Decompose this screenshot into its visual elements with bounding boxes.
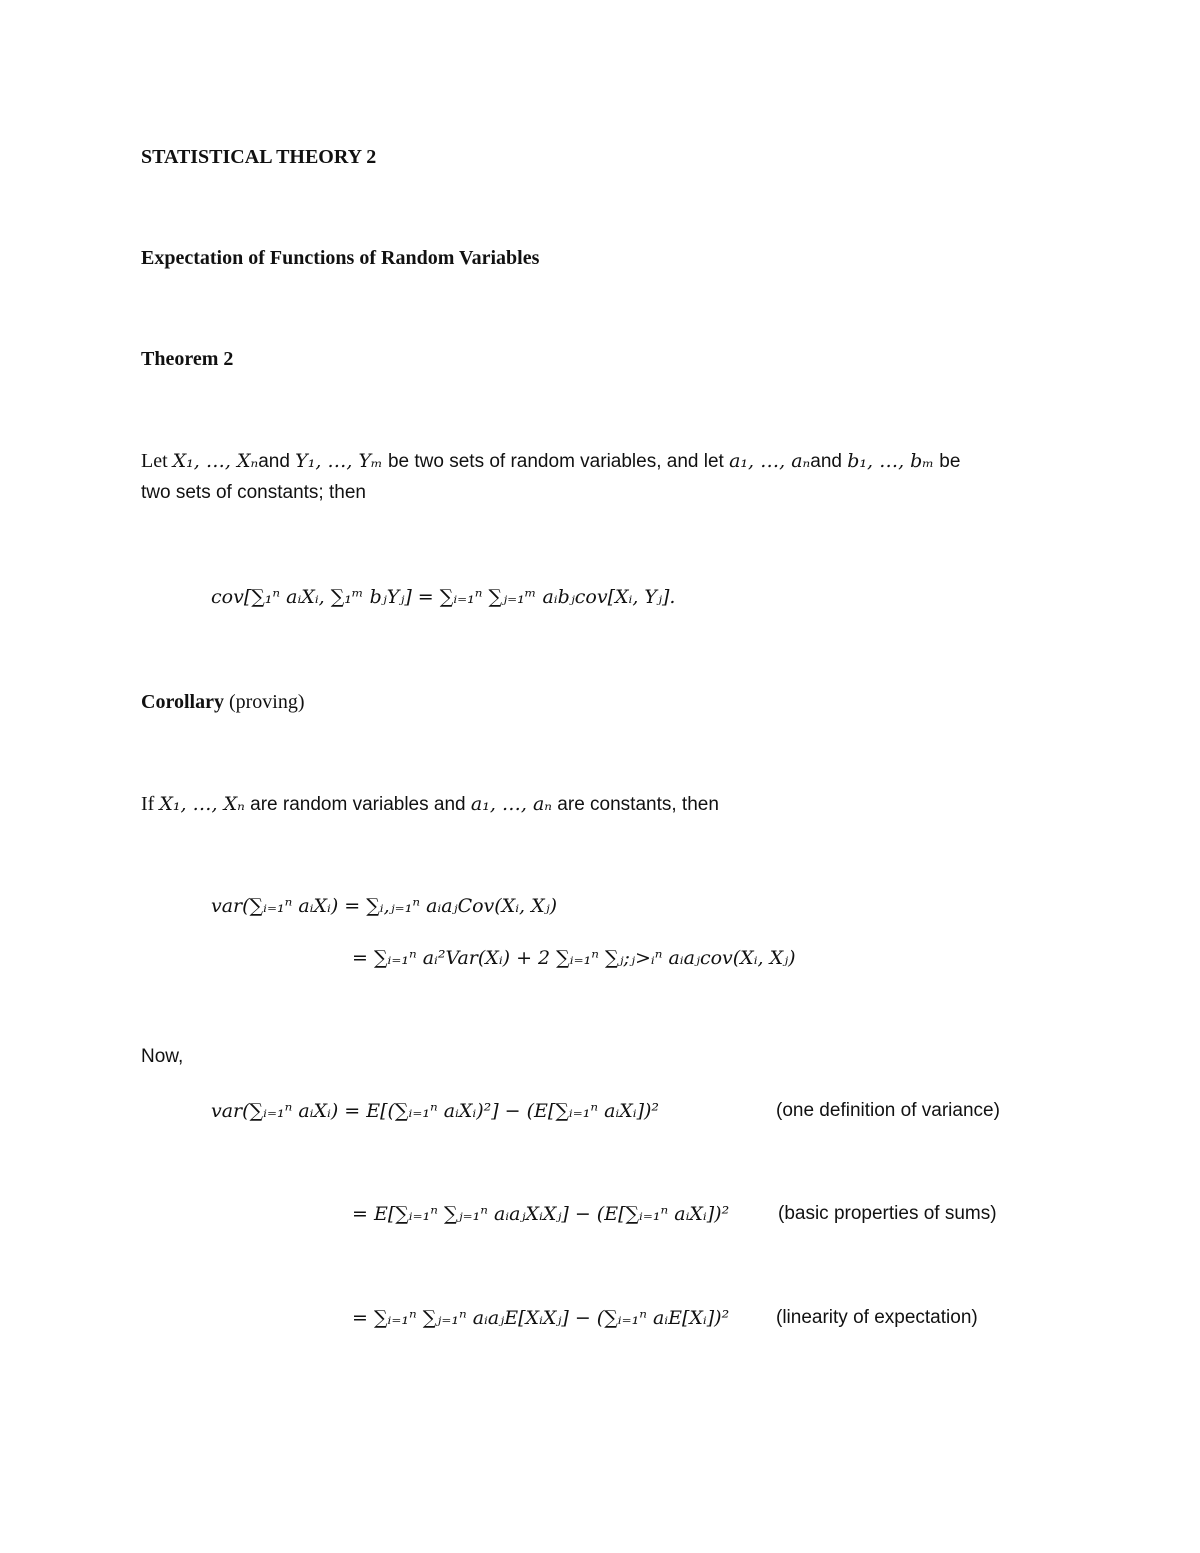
proof-step-2-note: (basic properties of sums)	[778, 1203, 997, 1224]
theorem-statement-line-1	[141, 449, 960, 474]
theorem-math: a₁, …, aₙ	[729, 450, 811, 472]
proof-step-3-note: (linearity of expectation)	[776, 1307, 978, 1328]
document-title: STATISTICAL THEORY 2	[141, 146, 377, 168]
theorem-statement-line-2: two sets of constants; then	[141, 482, 366, 503]
proof-step-2: = E[∑ᵢ₌₁ⁿ ∑ⱼ₌₁ⁿ aᵢaⱼXᵢXⱼ] − (E[∑ᵢ₌₁ⁿ aᵢXᵢ])²	[352, 1203, 730, 1225]
corollary-statement	[141, 792, 719, 817]
theorem-formula: cov[∑₁ⁿ aᵢXᵢ, ∑₁ᵐ bⱼYⱼ] = ∑ᵢ₌₁ⁿ ∑ⱼ₌₁ᵐ aᵢbⱼcov[Xᵢ, Yⱼ].	[211, 586, 676, 608]
corollary-math: X₁, …, Xₙ	[159, 793, 245, 815]
corollary-formula-2: = ∑ᵢ₌₁ⁿ aᵢ²Var(Xᵢ) + 2 ∑ᵢ₌₁ⁿ ∑ⱼ;ⱼ>ᵢⁿ aᵢaⱼcov(Xᵢ, Xⱼ)	[352, 947, 796, 969]
corollary-math: a₁, …, aₙ	[470, 793, 553, 815]
corollary-text: If	[141, 793, 160, 815]
theorem-text: be two sets of random variables, and let	[382, 451, 730, 472]
corollary-note: (proving)	[223, 691, 305, 713]
proof-step-1: var(∑ᵢ₌₁ⁿ aᵢXᵢ) = E[(∑ᵢ₌₁ⁿ aᵢXᵢ)²] − (E[∑ᵢ₌₁ⁿ aᵢXᵢ])²	[211, 1100, 660, 1122]
theorem-text: and	[810, 451, 848, 472]
corollary-heading-line	[141, 690, 305, 714]
proof-intro: Now,	[141, 1046, 184, 1067]
theorem-text: Let	[141, 450, 173, 472]
theorem-math: X₁, …, Xₙ	[172, 450, 259, 472]
theorem-text: and	[258, 451, 296, 472]
theorem-math: Y₁, …, Yₘ	[295, 450, 383, 472]
proof-step-1-note: (one definition of variance)	[776, 1100, 1000, 1121]
theorem-text: be	[934, 451, 961, 472]
corollary-text: are constants, then	[552, 794, 719, 815]
theorem-heading: Theorem 2	[141, 348, 234, 370]
section-heading: Expectation of Functions of Random Variables	[141, 247, 540, 269]
corollary-formula-1: var(∑ᵢ₌₁ⁿ aᵢXᵢ) = ∑ᵢ,ⱼ₌₁ⁿ aᵢaⱼCov(Xᵢ, Xⱼ)	[211, 895, 558, 917]
theorem-math: b₁, …, bₘ	[847, 450, 934, 472]
corollary-text: are random variables and	[244, 794, 471, 815]
corollary-heading: Corollary	[141, 691, 224, 713]
proof-step-3: = ∑ᵢ₌₁ⁿ ∑ⱼ₌₁ⁿ aᵢaⱼE[XᵢXⱼ] − (∑ᵢ₌₁ⁿ aᵢE[Xᵢ])²	[352, 1307, 730, 1329]
